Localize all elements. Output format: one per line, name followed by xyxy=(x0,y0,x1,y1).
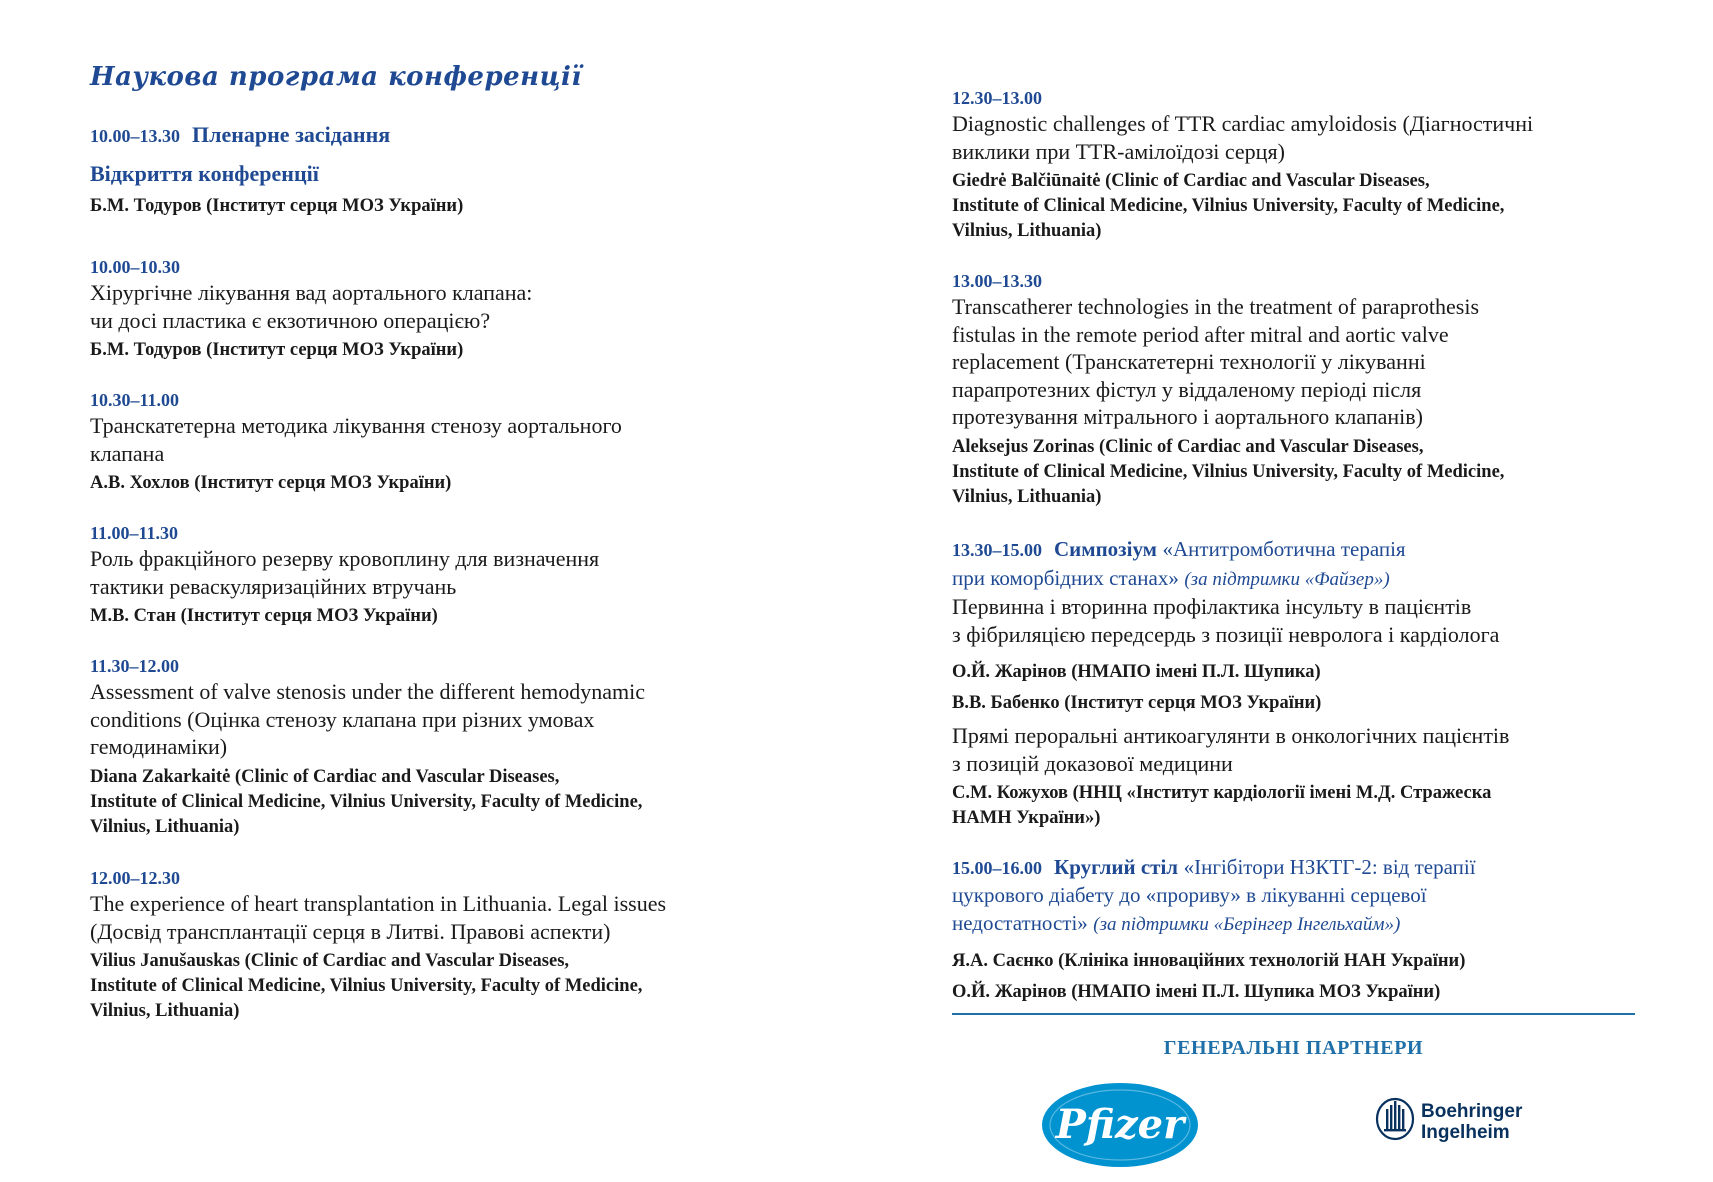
topic-line: (Досвід трансплантації серця в Литві. Правові аспекти) xyxy=(90,918,611,944)
speaker-line: Vilnius, Lithuania) xyxy=(952,486,1102,507)
bi-wordmark-line2: Ingelheim xyxy=(1421,1122,1510,1143)
roundtable-time: 15.00–16.00 xyxy=(952,858,1042,878)
talk-speaker: Б.М. Тодуров (Інститут серця МОЗ України) xyxy=(90,340,464,360)
speaker-line: Diana Zakarkaitė (Clinic of Cardiac and Vascular Diseases, xyxy=(90,766,560,787)
talk-item xyxy=(90,866,790,1024)
topic-line: Assessment of valve stenosis under the different hemodynamic xyxy=(90,679,645,704)
talk-topic xyxy=(952,110,1637,165)
topic-line: Прямі пероральні антикоагулянти в онкологічних пацієнтів xyxy=(952,723,1510,748)
speaker-line: НАМН України») xyxy=(952,808,1101,828)
roundtable-title: недостатності» xyxy=(952,911,1088,935)
speaker-line: Institute of Clinical Medicine, Vilnius University, Faculty of Medicine, xyxy=(90,976,643,996)
roundtable-speakers xyxy=(952,949,1637,1005)
speaker-line: С.М. Кожухов (ННЦ «Інститут кардіології імені М.Д. Стражеска xyxy=(952,783,1492,803)
talk-time: 13.00–13.30 xyxy=(952,271,1042,291)
topic-line: тактики реваскуляризаційних втручань xyxy=(90,573,457,599)
partners-divider xyxy=(952,1013,1635,1015)
speaker-line: Institute of Clinical Medicine, Vilnius University, Faculty of Medicine, xyxy=(952,461,1505,482)
symposium-time: 13.30–15.00 xyxy=(952,540,1042,560)
talk-item xyxy=(90,654,790,840)
speaker-line: О.Й. Жарінов (НМАПО імені П.Л. Шупика МОЗ України) xyxy=(952,981,1441,1002)
roundtable-header xyxy=(952,853,1637,939)
roundtable-label: Круглий стіл xyxy=(1054,855,1179,879)
topic-line: fistulas in the remote period after mitral and aortic valve xyxy=(952,321,1449,347)
topic-line: replacement (Транскатетерні технології у лікуванні xyxy=(952,349,1426,374)
talk-time: 12.00–12.30 xyxy=(90,868,180,888)
symposium-title: при коморбідних станах» xyxy=(952,565,1179,590)
roundtable-title: «Інгібітори НЗКТГ-2: від терапії xyxy=(1183,855,1476,879)
talk-time: 11.00–11.30 xyxy=(90,523,179,543)
speaker-line: О.Й. Жарінов (НМАПО імені П.Л. Шупика) xyxy=(952,662,1321,682)
topic-line: парапротезних фістул у віддаленому періоді після xyxy=(952,376,1422,402)
talk-time: 11.30–12.00 xyxy=(90,656,180,676)
topic-line: Diagnostic challenges of TTR cardiac amyloidosis (Діагностичні xyxy=(952,111,1534,136)
plenary-time: 10.00–13.30 xyxy=(90,126,180,146)
talk-item xyxy=(90,255,790,363)
boehringer-ingelheim-logo-icon xyxy=(1375,1095,1535,1145)
talk-topic xyxy=(90,890,790,945)
speaker-line: Я.А. Саєнко (Клініка інноваційних технологій НАН України) xyxy=(952,950,1466,971)
talk-speaker xyxy=(952,169,1637,244)
opening-speaker: Б.М. Тодуров (Інститут серця МОЗ України) xyxy=(90,196,464,216)
talk-item xyxy=(90,388,790,496)
roundtable-block xyxy=(952,853,1637,1005)
talk-item xyxy=(952,86,1637,244)
talk-item xyxy=(90,521,790,629)
opening-block xyxy=(90,160,790,219)
talk-speaker xyxy=(952,435,1637,510)
speaker-line: Institute of Clinical Medicine, Vilnius University, Faculty of Medicine, xyxy=(90,791,643,812)
talk-speaker: М.В. Стан (Інститут серця МОЗ України) xyxy=(90,606,438,626)
topic-line: Транскатетерна методика лікування стенозу аортального xyxy=(90,413,622,438)
topic-line: гемодинаміки) xyxy=(90,734,228,759)
topic-line: клапана xyxy=(90,440,165,466)
talk-topic xyxy=(90,412,790,467)
speaker-line: Vilnius, Lithuania) xyxy=(952,221,1102,241)
boehringer-ingelheim-logo xyxy=(1375,1095,1535,1150)
topic-line: Transcatherer technologies in the treatment of paraprothesis xyxy=(952,294,1480,319)
speaker-line: В.В. Бабенко (Інститут серця МОЗ України) xyxy=(952,693,1322,713)
roundtable-title: цукрового діабету до «прориву» в лікуванні серцевої xyxy=(952,882,1427,907)
topic-line: The experience of heart transplantation in Lithuania. Legal issues xyxy=(90,891,667,916)
partners-heading: ГЕНЕРАЛЬНІ ПАРТНЕРИ xyxy=(1163,1037,1424,1059)
speaker-line: Vilius Janušauskas (Clinic of Cardiac and Vascular Diseases, xyxy=(90,951,570,971)
symposium-speakers xyxy=(952,781,1637,831)
plenary-session-header xyxy=(90,122,790,148)
pfizer-logo-icon xyxy=(1040,1080,1200,1170)
talk-speaker xyxy=(90,949,790,1024)
speaker-line: Aleksejus Zorinas (Clinic of Cardiac and Vascular Diseases, xyxy=(952,436,1424,457)
topic-line: виклики при TTR-амілоїдозі серця) xyxy=(952,138,1285,164)
topic-line: Роль фракційного резерву кровоплину для визначення xyxy=(90,546,600,571)
speaker-line: Institute of Clinical Medicine, Vilnius University, Faculty of Medicine, xyxy=(952,196,1505,216)
talk-time: 10.00–10.30 xyxy=(90,257,180,277)
talk-speaker: А.В. Хохлов (Інститут серця МОЗ України) xyxy=(90,473,452,493)
opening-label: Відкриття конференції xyxy=(90,161,319,186)
symposium-title: «Антитромботична терапія xyxy=(1162,537,1406,561)
topic-line: з фібриляцією передсердь з позиції невролога і кардіолога xyxy=(952,621,1500,647)
topic-line: Первинна і вторинна профілактика інсульту в пацієнтів xyxy=(952,594,1472,619)
symposium-header xyxy=(952,535,1637,593)
bi-wordmark-line1: Boehringer xyxy=(1421,1101,1523,1122)
talk-item xyxy=(952,269,1637,510)
talk-time: 12.30–13.00 xyxy=(952,88,1042,108)
speaker-line: Giedrė Balčiūnaitė (Clinic of Cardiac and Vascular Diseases, xyxy=(952,171,1430,191)
talk-speaker xyxy=(90,765,790,840)
plenary-label: Пленарне засідання xyxy=(192,122,391,147)
speaker-line: Vilnius, Lithuania) xyxy=(90,816,240,837)
talk-topic xyxy=(952,293,1637,431)
symposium-label: Симпозіум xyxy=(1054,537,1157,561)
speaker-line: Vilnius, Lithuania) xyxy=(90,1001,240,1021)
topic-line: чи досі пластика є екзотичною операцією? xyxy=(90,307,491,333)
talk-topic xyxy=(90,545,790,600)
pfizer-logo xyxy=(1040,1080,1200,1175)
page-title: Наукова програма конференції xyxy=(90,62,582,92)
topic-line: з позицій доказової медицини xyxy=(952,750,1233,776)
symposium-topic xyxy=(952,593,1637,648)
talk-topic xyxy=(90,279,790,334)
roundtable-support: (за підтримки «Берінгер Інгельхайм») xyxy=(1093,914,1401,935)
symposium-support: (за підтримки «Файзер») xyxy=(1184,568,1390,590)
symposium-speakers xyxy=(952,660,1637,716)
symposium-topic xyxy=(952,722,1637,777)
talk-time: 10.30–11.00 xyxy=(90,390,180,410)
talk-topic xyxy=(90,678,790,761)
symposium-block xyxy=(952,535,1637,831)
topic-line: Хірургічне лікування вад аортального клапана: xyxy=(90,280,533,305)
topic-line: протезування мітрального і аортального клапанів) xyxy=(952,404,1423,429)
topic-line: conditions (Оцінка стенозу клапана при різних умовах xyxy=(90,706,595,732)
pfizer-wordmark: Pfizer xyxy=(1055,1101,1185,1148)
